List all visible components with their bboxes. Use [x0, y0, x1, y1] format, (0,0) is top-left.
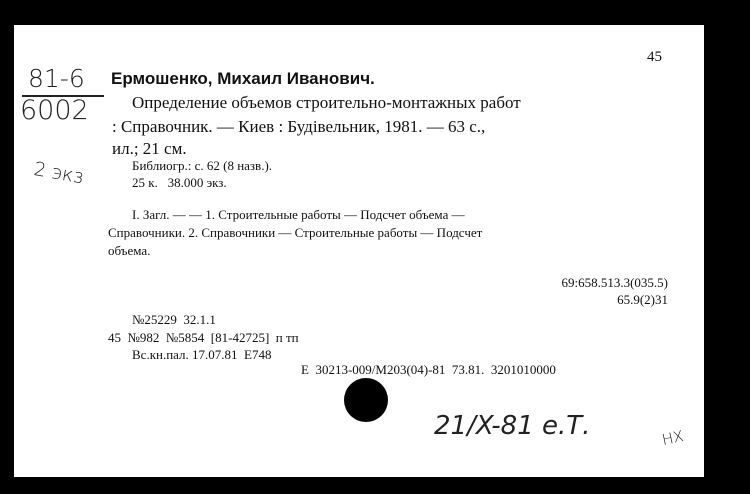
copies-note: 2 экз	[32, 158, 86, 189]
date-note: 21/X-81 е.Т.	[434, 411, 591, 441]
udc-code: 69:658.513.3(035.5)	[561, 275, 668, 290]
initials-note: НХ	[660, 426, 686, 450]
author-heading: Ермошенко, Михаил Иванович.	[111, 69, 375, 88]
shelf-mark-bottom: 6002	[20, 95, 89, 126]
card-punch-hole	[344, 378, 388, 422]
title-line-1: Определение объемов строительно-монтажных работ	[132, 93, 521, 112]
subject-line-2: Справочники. 2. Справочники — Строительные работы — Подсчет	[108, 225, 483, 240]
title-line-2: : Справочник. — Киев : Будівельник, 1981. — 63 с.,	[112, 117, 486, 136]
registration-line-4: Е 30213-009/М203(04)-81 73.81. 3201010000	[301, 362, 556, 377]
registration-line-3: Вс.кн.пал. 17.07.81 Е748	[132, 347, 272, 362]
catalog-card	[14, 25, 704, 477]
subject-line-3: объема.	[108, 243, 151, 258]
bbk-code: 65.9(2)31	[617, 292, 668, 307]
title-line-3: ил.; 21 см.	[112, 139, 187, 158]
bibliography-note: Библиогр.: с. 62 (8 назв.).	[132, 158, 273, 173]
price-print-run: 25 к. 38.000 экз.	[132, 175, 227, 190]
shelf-mark-top: 81-6	[28, 64, 85, 93]
page-number: 45	[647, 49, 662, 65]
registration-line-2: 45 №982 №5854 [81-42725] п тп	[108, 330, 299, 345]
subject-line-1: I. Загл. — — 1. Строительные работы — Подсчет объема —	[132, 207, 465, 222]
registration-line-1: №25229 32.1.1	[132, 312, 216, 327]
